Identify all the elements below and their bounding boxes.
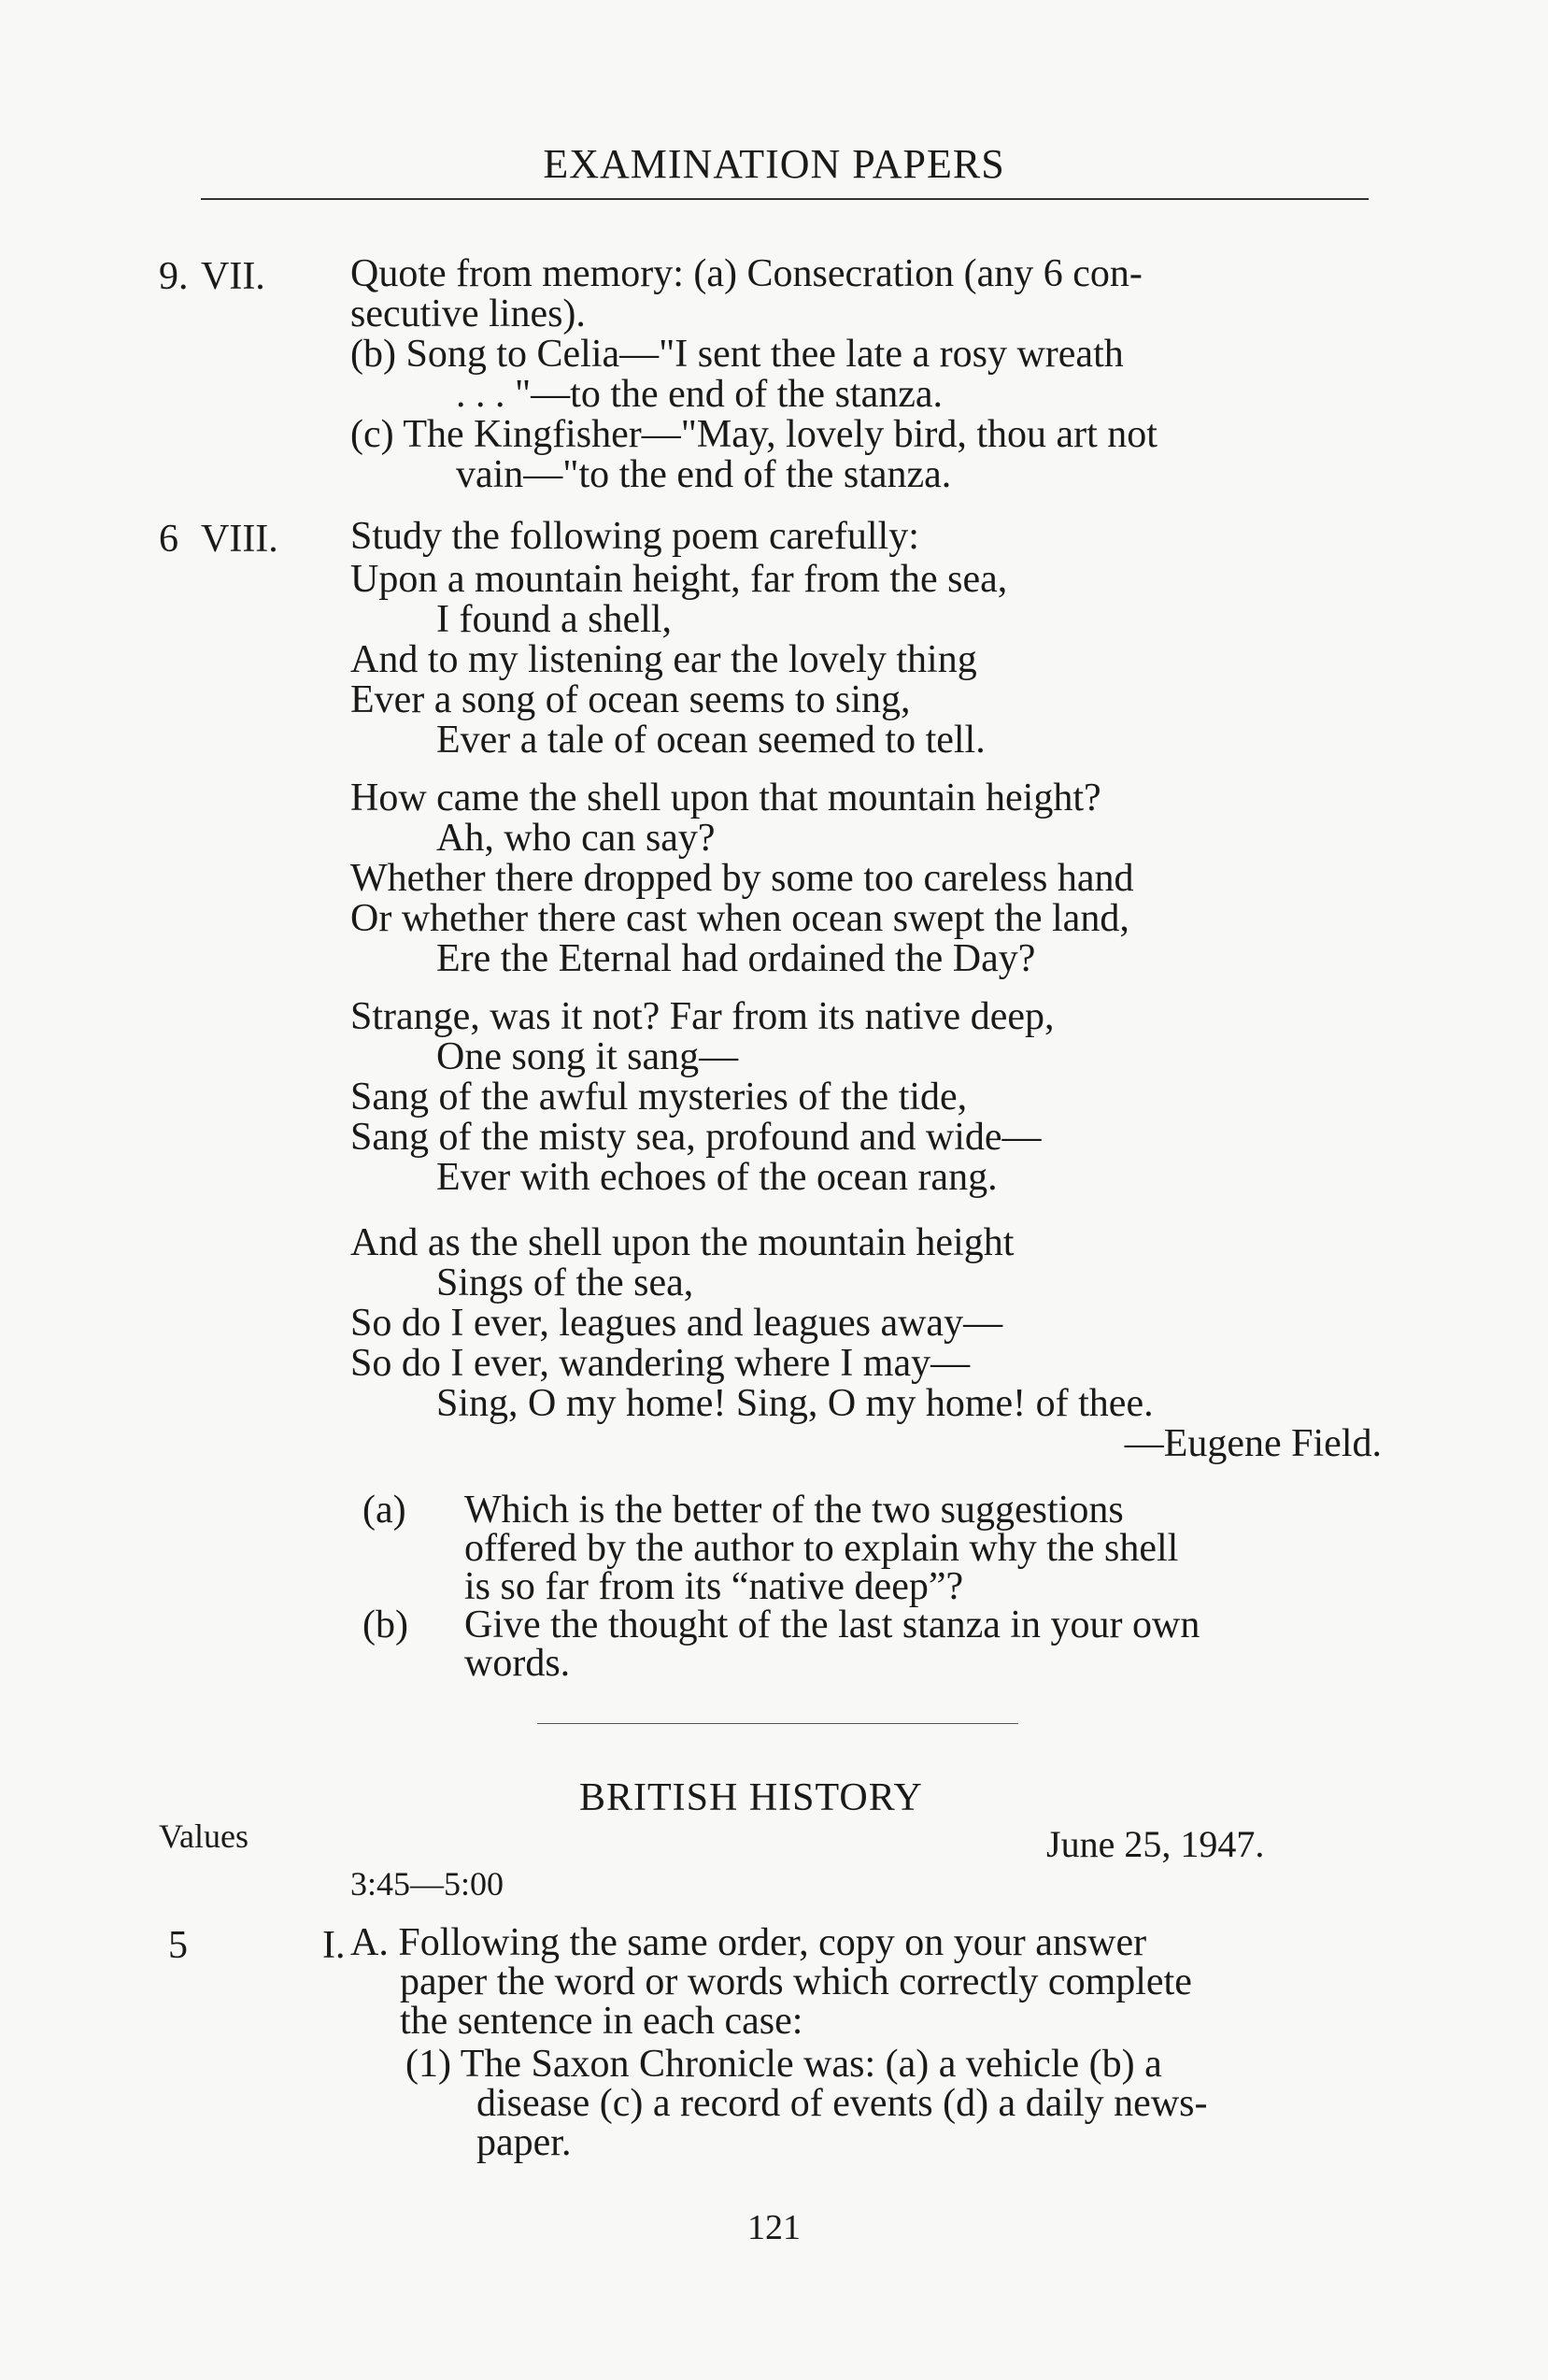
poem-line: So do I ever, wandering where I may— bbox=[350, 1342, 971, 1385]
question-text-line: (c) The Kingfisher—"May, lovely bird, thou art not bbox=[350, 413, 1157, 456]
sub-question-label: (b) bbox=[362, 1603, 408, 1646]
sub-question-line: words. bbox=[464, 1642, 571, 1685]
header-divider bbox=[201, 198, 1369, 200]
poem-line: And as the shell upon the mountain height bbox=[350, 1221, 1015, 1264]
question-intro: Study the following poem carefully: bbox=[350, 515, 919, 558]
question-value: 5 bbox=[168, 1924, 188, 1967]
poem-line: Ah, who can say? bbox=[436, 817, 716, 860]
sub-question-line: Give the thought of the last stanza in your own bbox=[464, 1603, 1200, 1646]
poem-line: Upon a mountain height, far from the sea, bbox=[350, 558, 1008, 601]
poem-line: Ere the Eternal had ordained the Day? bbox=[436, 937, 1036, 980]
poem-line: Sings of the sea, bbox=[436, 1261, 694, 1304]
question-text-line: the sentence in each case: bbox=[400, 2000, 803, 2043]
exam-time: 3:45—5:00 bbox=[350, 1865, 504, 1903]
sub-question-line: offered by the author to explain why the shell bbox=[464, 1527, 1179, 1570]
section-title: BRITISH HISTORY bbox=[579, 1776, 923, 1819]
poem-line: How came the shell upon that mountain height? bbox=[350, 777, 1101, 819]
question-value: 6 bbox=[159, 518, 178, 561]
question-text-line: paper the word or words which correctly complete bbox=[400, 1960, 1192, 2003]
question-text-line: paper. bbox=[476, 2121, 572, 2164]
values-label: Values bbox=[159, 1817, 249, 1855]
question-text-line: disease (c) a record of events (d) a daily news- bbox=[476, 2082, 1208, 2125]
poem-line: Sing, O my home! Sing, O my home! of thee. bbox=[436, 1382, 1154, 1425]
question-text-line: A. Following the same order, copy on your answer bbox=[350, 1921, 1147, 1964]
page-header-title: EXAMINATION PAPERS bbox=[543, 141, 1005, 187]
question-number: VIII. bbox=[201, 518, 278, 561]
poem-line: Strange, was it not? Far from its native deep, bbox=[350, 995, 1055, 1038]
poem-line: Ever with echoes of the ocean rang. bbox=[436, 1156, 998, 1199]
poem-line: Sang of the misty sea, profound and wide— bbox=[350, 1116, 1042, 1159]
sub-question-line: Which is the better of the two suggestions bbox=[464, 1489, 1124, 1532]
poem-line: And to my listening ear the lovely thing bbox=[350, 638, 977, 681]
poem-line: Or whether there cast when ocean swept the land, bbox=[350, 897, 1129, 940]
poem-line: Sang of the awful mysteries of the tide, bbox=[350, 1076, 968, 1119]
exam-date: June 25, 1947. bbox=[1046, 1823, 1265, 1865]
question-number: VII. bbox=[201, 255, 265, 298]
question-text-line: vain—"to the end of the stanza. bbox=[456, 453, 952, 496]
poem-line: I found a shell, bbox=[436, 598, 672, 641]
poem-line: So do I ever, leagues and leagues away— bbox=[350, 1302, 1003, 1345]
poem-line: One song it sang— bbox=[436, 1035, 739, 1078]
poem-line: Ever a song of ocean seems to sing, bbox=[350, 678, 911, 721]
section-divider bbox=[537, 1723, 1018, 1724]
question-text-line: (b) Song to Celia—"I sent thee late a rosy wreath bbox=[350, 333, 1124, 376]
question-number: I. bbox=[322, 1924, 346, 1967]
poem-line: Whether there dropped by some too careless hand bbox=[350, 857, 1134, 900]
page-number: 121 bbox=[747, 2208, 801, 2247]
sub-question-label: (a) bbox=[362, 1489, 406, 1532]
question-text-line: (1) The Saxon Chronicle was: (a) a vehicle (b) a bbox=[405, 2043, 1162, 2086]
poem-line: Ever a tale of ocean seemed to tell. bbox=[436, 719, 986, 762]
question-value: 9. bbox=[159, 255, 189, 298]
poem-author: —Eugene Field. bbox=[1124, 1422, 1382, 1465]
question-text-line: secutive lines). bbox=[350, 292, 586, 335]
sub-question-line: is so far from its “native deep”? bbox=[464, 1565, 964, 1608]
question-text-line: Quote from memory: (a) Consecration (any 6 con- bbox=[350, 252, 1143, 295]
question-text-line: . . . "—to the end of the stanza. bbox=[456, 373, 944, 416]
